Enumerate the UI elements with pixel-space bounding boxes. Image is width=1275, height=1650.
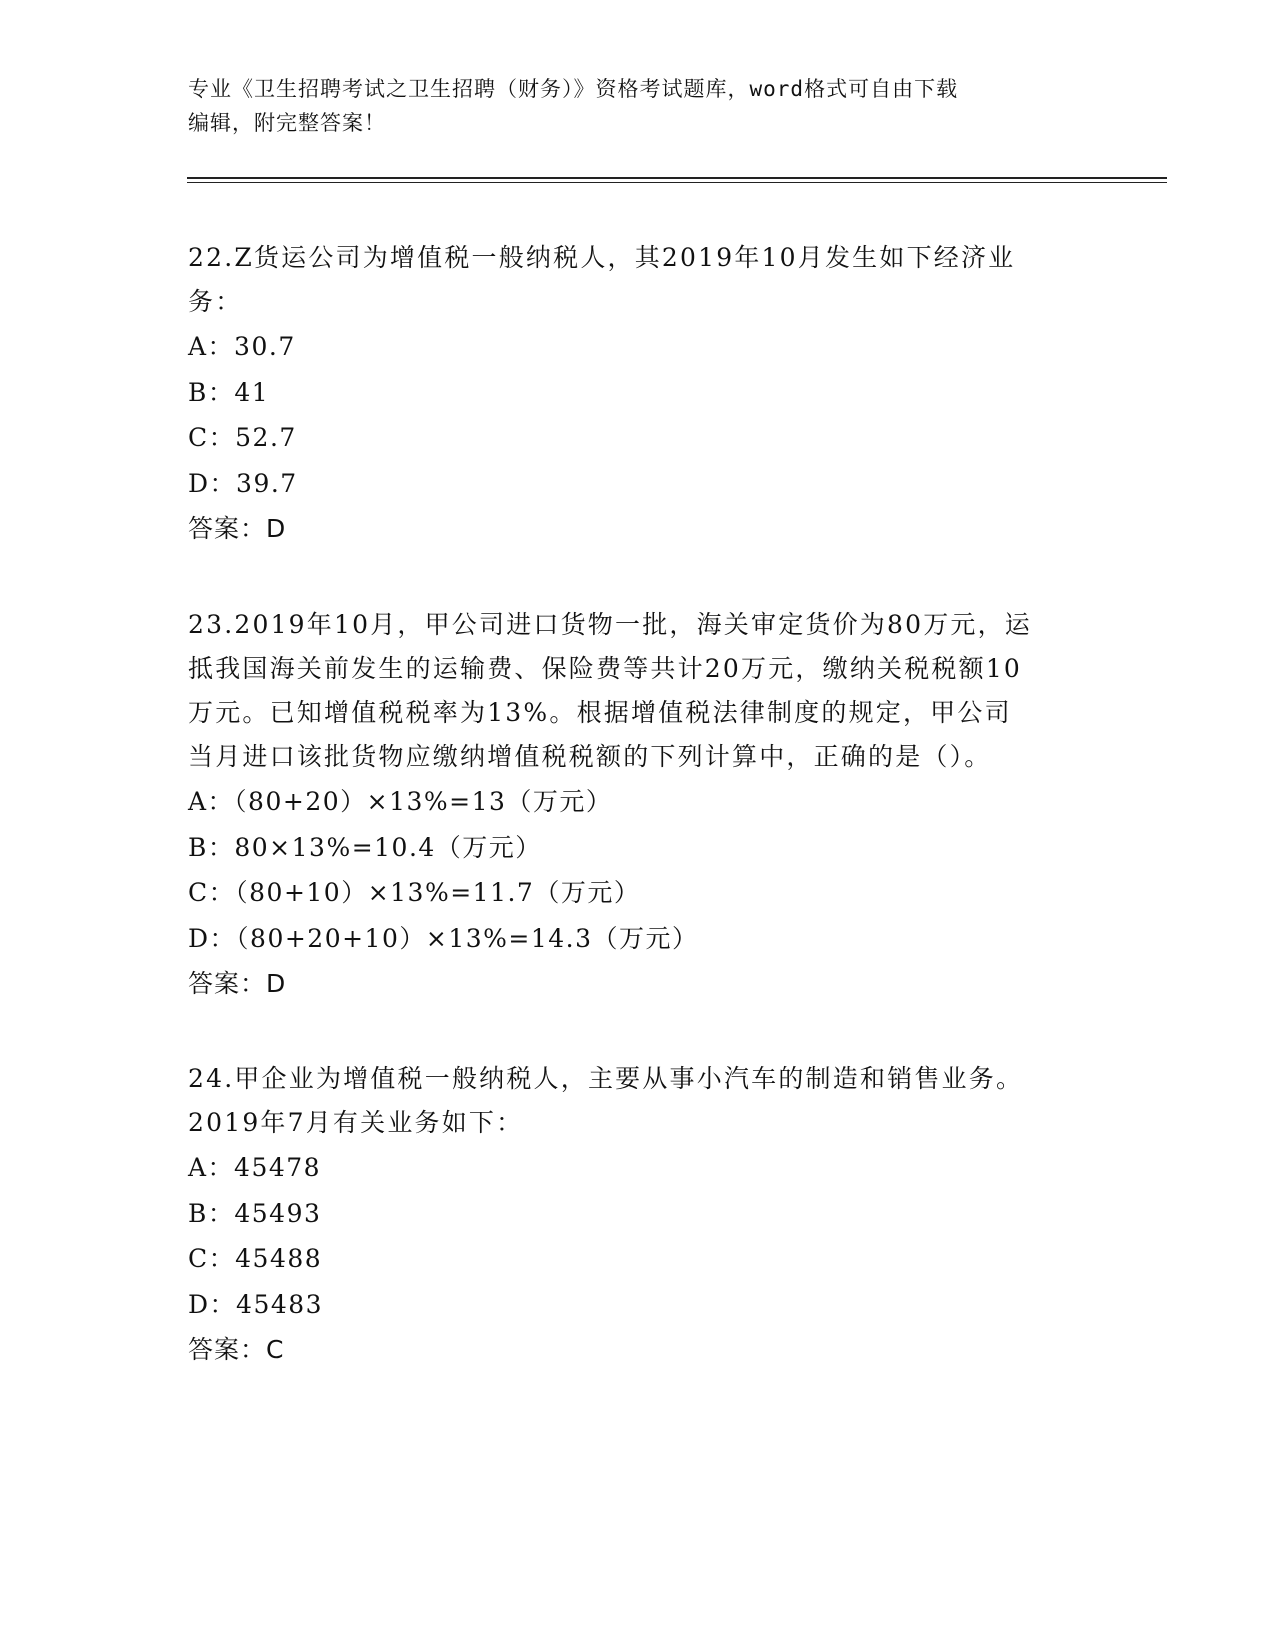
question-stem-line: 当月进口该批货物应缴纳增值税税额的下列计算中，正确的是（）。 (188, 742, 992, 771)
question-stem-line: 24.甲企业为增值税一般纳税人，主要从事小汽车的制造和销售业务。 (188, 1064, 1024, 1093)
option-c: C：45488 (188, 1244, 323, 1273)
option-c: C：52.7 (188, 423, 297, 452)
option-c: C：（80+10）×13%=11.7（万元） (188, 878, 641, 907)
option-d: D：（80+20+10）×13%=14.3（万元） (188, 923, 699, 953)
option-a: A：30.7 (188, 332, 296, 361)
option-a: A：45478 (188, 1153, 322, 1182)
option-d: D：45483 (188, 1289, 324, 1319)
answer-line: 答案：C (188, 1335, 285, 1364)
option-b: B：80×13%=10.4（万元） (188, 832, 542, 862)
header-line-2: 编辑，附完整答案！ (188, 111, 386, 135)
question-22 (188, 236, 1088, 552)
option-d: D：39.7 (188, 468, 298, 498)
option-b: B：45493 (188, 1198, 322, 1228)
question-stem-line: 万元。已知增值税税率为13%。根据增值税法律制度的规定，甲公司 (188, 698, 1012, 727)
question-stem-line: 2019年7月有关业务如下： (188, 1108, 524, 1137)
option-a: A：（80+20）×13%=13（万元） (188, 787, 613, 816)
answer-line: 答案：D (188, 514, 287, 543)
question-24 (188, 1057, 1088, 1373)
document-header (188, 72, 1088, 140)
header-divider-top (187, 177, 1167, 179)
question-stem-line: 22.Z货运公司为增值税一般纳税人，其2019年10月发生如下经济业 (188, 243, 1016, 272)
header-divider-bottom (187, 182, 1167, 183)
question-stem-line: 23.2019年10月，甲公司进口货物一批，海关审定货价为80万元，运 (188, 610, 1033, 639)
question-23 (188, 603, 1088, 1007)
question-stem-line: 抵我国海关前发生的运输费、保险费等共计20万元，缴纳关税税额10 (188, 654, 1023, 683)
question-stem-line: 务： (188, 287, 243, 316)
option-b: B：41 (188, 377, 270, 407)
answer-line: 答案：D (188, 969, 287, 998)
header-line-1: 专业《卫生招聘考试之卫生招聘（财务）》资格考试题库，word格式可自由下载 (188, 77, 959, 101)
